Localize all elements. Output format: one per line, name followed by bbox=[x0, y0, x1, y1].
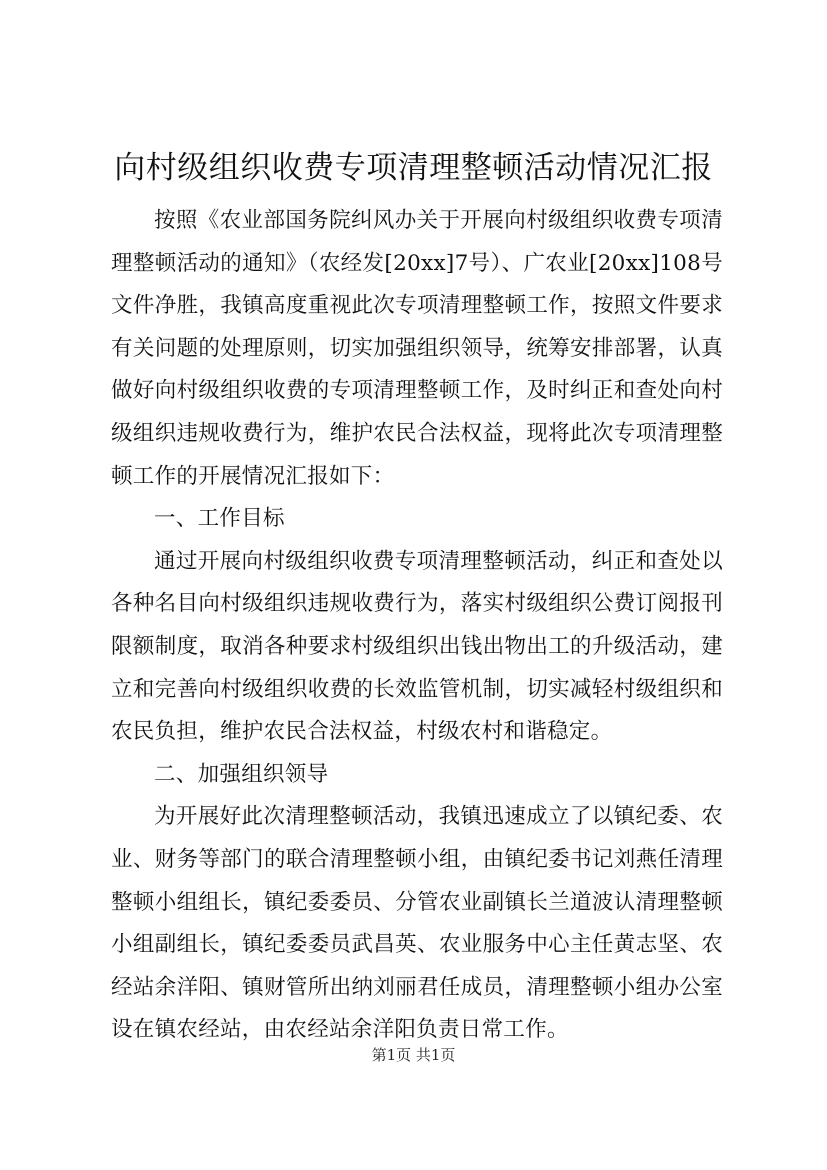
document-title: 向村级组织收费专项清理整顿活动情况汇报 bbox=[114, 150, 713, 186]
page-number: 第1页 共1页 bbox=[371, 1046, 456, 1064]
page-footer bbox=[0, 1045, 827, 1065]
document-body bbox=[111, 200, 723, 1052]
section-heading-leadership: 二、加强组织领导 bbox=[154, 761, 329, 787]
section-heading-goals: 一、工作目标 bbox=[154, 506, 285, 532]
leadership-paragraph: 为开展好此次清理整顿活动，我镇迅速成立了以镇纪委、农业、财务等部门的联合清理整顿小组，由镇纪委书记刘燕任清理整顿小组组长，镇纪委委员、分管农业副镇长兰道波认清理整顿小组副组长，镇纪委委员武昌英、农业服务中心主任黄志坚、农经站余洋阳、镇财管所出纳刘丽君任成员，清理整顿小组办公室设在镇农经站，由农经站余洋阳负责日常工作。 bbox=[111, 804, 723, 1043]
goals-paragraph: 通过开展向村级组织收费专项清理整顿活动，纠正和查处以各种名目向村级组织违规收费行为，落实村级组织公费订阅报刊限额制度，取消各种要求村级组织出钱出物出工的升级活动，建立和完善向村级组织收费的长效监管机制，切实减轻村级组织和农民负担，维护农民合法权益，村级农村和谐稳定。 bbox=[111, 548, 723, 745]
intro-paragraph: 按照《农业部国务院纠风办关于开展向村级组织收费专项清理整顿活动的通知》（农经发[20xx]7号）、广农业[20xx]108号文件净胜，我镇高度重视此次专项清理整顿工作，按照文件要求有关问题的处理原则，切实加强组织领导，统筹安排部署，认真做好向村级组织收费的专项清理整顿工作，及时纠正和查处向村级组织违规收费行为，维护农民合法权益，现将此次专项清理整顿工作的开展情况汇报如下： bbox=[111, 208, 723, 489]
